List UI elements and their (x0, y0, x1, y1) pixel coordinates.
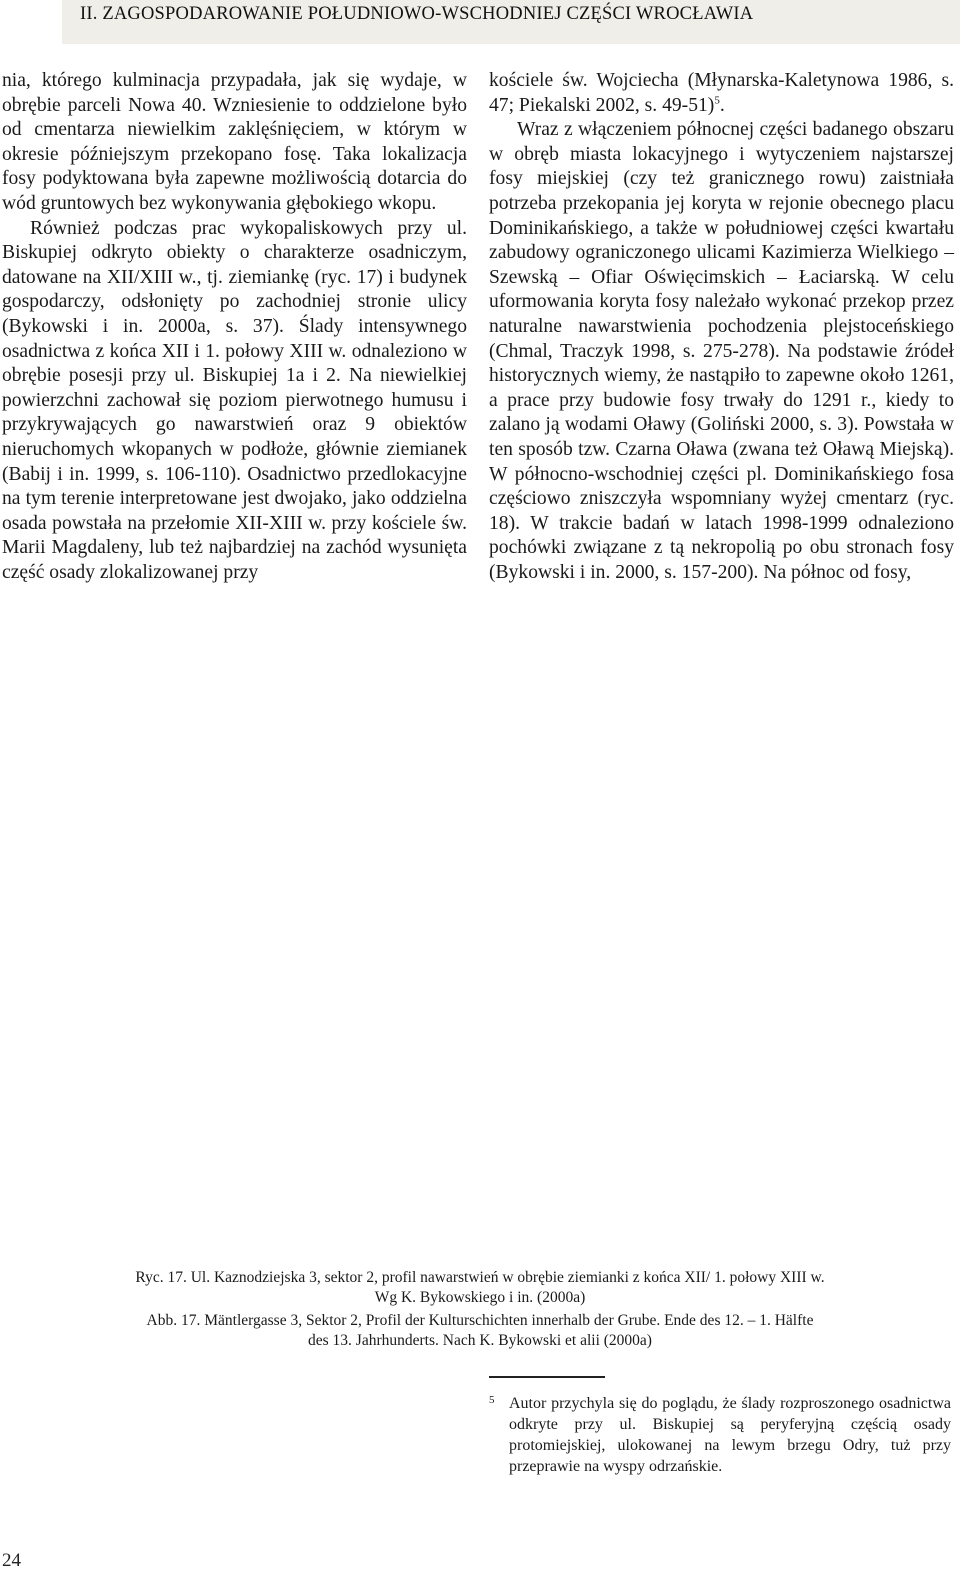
footnote-divider (489, 1376, 605, 1378)
footnote-text: Autor przychyla się do poglądu, że ślady rozproszonego osadnictwa odkryte przy ul. Biskupiej są peryferyjną częścią osady protomiejskiej, ulokowanej na lewym brzegu Odry, tuż przy przeprawie na wyspy odrzańskie. (509, 1395, 951, 1475)
running-header: II. ZAGOSPODAROWANIE POŁUDNIOWO-WSCHODNIEJ CZĘŚCI WROCŁAWIA (80, 4, 754, 24)
footnote-number: 5 (489, 1394, 495, 1406)
caption-german-line2: des 13. Jahrhunderts. Nach K. Bykowski et alii (2000a) (308, 1332, 652, 1349)
page-number: 24 (2, 1550, 21, 1571)
right-paragraph-1 (489, 69, 954, 118)
left-paragraph-2: Również podczas prac wykopaliskowych przy ul. Biskupiej odkryto obiekty o charakterze osadniczym, datowane na XII/XIII w., tj. ziemiankę (ryc. 17) i budynek gospodarczy, odsłonięty po zachodniej stronie ulicy (Bykowski i in. 2000a, s. 37). Ślady intensywnego osadnictwa z końca XII i 1. połowy XIII w. odnaleziono w obrębie posesji przy ul. Biskupiej 1a i 2. Na niewielkiej powierzchni zachował się poziom pierwotnego humusu i przykrywających go nawarstwień oraz 9 obiektów nieruchomych wkopanych w podłoże, głównie ziemianek (Babij i in. 1999, s. 106-110). Osadnictwo przedlokacyjne na tym terenie interpretowane jest dwojako, jako oddzielna osada powstała na przełomie XII-XIII w. przy kościele św. Marii Magdaleny, lub też najbardziej na zachód wysunięta część osady zlokalizowanej przy (2, 217, 467, 583)
right-paragraph-1-end: . (719, 94, 725, 116)
right-paragraph-1-text: kościele św. Wojciecha (Młynarska-Kaletynowa 1986, s. 47; Piekalski 2002, s. 49-51) (489, 70, 954, 116)
left-column (2, 69, 467, 585)
footnote-reference: 5 (714, 94, 720, 107)
left-paragraph-1: nia, którego kulminacja przypadała, jak się wydaje, w obrębie parceli Nowa 40. Wzniesienie to oddzielone było od cmentarza niewielkim zaklęśnięciem, w którym w okresie późniejszym przekopano fosę. Taka lokalizacja fosy podyktowana była zapewne możliwością dotarcia do wód gruntowych bez wykonywania głębokiego wkopu. (2, 70, 467, 214)
right-paragraph-2: Wraz z włączeniem północnej części badanego obszaru w obręb miasta lokacyjnego i wytyczeniem najstarszej fosy miejskiej (czy też granicznego rowu) zaistniała potrzeba przekopania jej koryta w rejonie obecnego placu Dominikańskiego, a także w południowej części kwartału zabudowy ograniczonego ulicami Kazimierza Wielkiego – Szewską – Ofiar Oświęcimskich – Łaciarską. W celu uformowania koryta fosy należało wykonać przekop przez naturalne nawarstwienia pochodzenia plejstoceńskiego (Chmal, Traczyk 1998, s. 275-278). Na podstawie źródeł historycznych wiemy, że nastąpiło to zapewne około 1261, a prace przy budowie fosy trwały do 1291 r., kiedy to zalano ją wodami Oławy (Goliński 2000, s. 3). Powstała w ten sposób tzw. Czarna Oława (zwana też Oławą Miejską). W północno-wschodniej części pl. Dominikańskiego fosa częściowo zniszczyła wspomniany wyżej cmentarz (ryc. 18). W trakcie badań w latach 1998-1999 odnaleziono pochówki związane z tą nekropolią po obu stronach fosy (Bykowski i in. 2000, s. 157-200). Na północ od fosy, (489, 119, 954, 583)
footnote (489, 1393, 951, 1477)
caption-german (60, 1311, 900, 1351)
right-column (489, 69, 954, 585)
caption-polish (60, 1268, 900, 1308)
caption-polish-line2: Wg K. Bykowskiego i in. (2000a) (374, 1289, 586, 1306)
figure-caption (60, 1268, 900, 1354)
caption-polish-line1: Ryc. 17. Ul. Kaznodziejska 3, sektor 2, profil nawarstwień w obrębie ziemianki z końca XII/ 1. połowy XIII w. (135, 1269, 825, 1286)
caption-german-line1: Abb. 17. Mäntlergasse 3, Sektor 2, Profil der Kulturschichten innerhalb der Grube. Ende des 12. – 1. Hälfte (146, 1312, 814, 1329)
